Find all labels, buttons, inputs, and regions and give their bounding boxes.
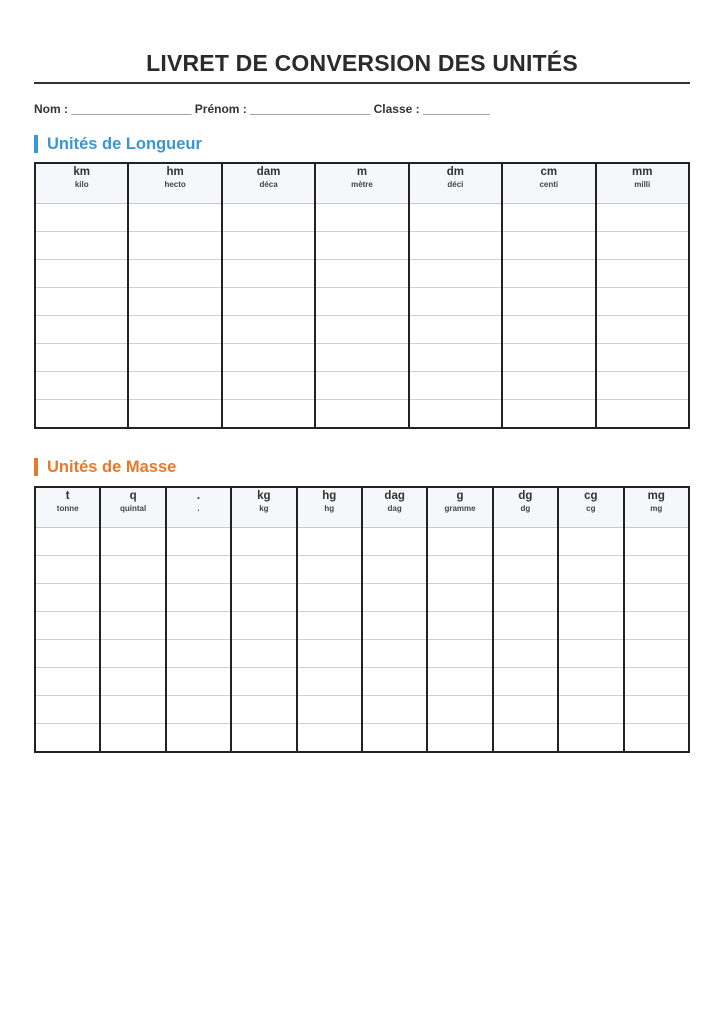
answer-cell[interactable] [624,528,689,556]
answer-cell[interactable] [624,556,689,584]
mass-conversion-table [34,486,690,753]
answer-cell[interactable] [315,372,408,400]
answer-cell[interactable] [35,640,100,668]
answer-cell[interactable] [427,528,492,556]
answer-cell[interactable] [409,316,502,344]
answer-cell[interactable] [362,556,427,584]
answer-cell[interactable] [166,668,231,696]
section-heading-longueur [34,134,202,154]
unit-symbol: mg [647,490,665,502]
answer-cell[interactable] [128,232,221,260]
table-row [35,640,689,668]
answer-cell[interactable] [35,556,100,584]
answer-cell[interactable] [502,288,595,316]
answer-cell[interactable] [35,584,100,612]
unit-header-longueur-3 [315,163,408,204]
unit-name: déci [447,180,464,189]
answer-cell[interactable] [166,584,231,612]
answer-cell[interactable] [297,584,362,612]
answer-cell[interactable] [100,556,165,584]
unit-symbol: t [65,490,70,502]
section-title-masse: Unités de Masse [47,457,177,476]
table-row [35,668,689,696]
unit-header-longueur-6 [596,163,689,204]
unit-name: mg [650,504,663,513]
answer-cell[interactable] [624,668,689,696]
answer-cell[interactable] [231,556,296,584]
answer-cell[interactable] [166,556,231,584]
answer-cell[interactable] [315,204,408,232]
unit-name: gramme [444,504,476,513]
answer-cell[interactable] [427,668,492,696]
unit-name: dag [387,504,402,513]
answer-cell[interactable] [35,372,128,400]
answer-cell[interactable] [166,696,231,724]
answer-cell[interactable] [558,528,623,556]
answer-cell[interactable] [231,640,296,668]
unit-header-masse-5 [362,487,427,528]
title-divider [34,82,690,84]
unit-name: mètre [351,180,373,189]
answer-cell[interactable] [502,232,595,260]
section-title-longueur: Unités de Longueur [47,134,202,153]
answer-cell[interactable] [493,612,558,640]
unit-name: milli [634,180,651,189]
answer-cell[interactable] [558,612,623,640]
answer-cell[interactable] [427,584,492,612]
answer-cell[interactable] [558,584,623,612]
answer-cell[interactable] [166,640,231,668]
answer-cell[interactable] [315,260,408,288]
answer-cell[interactable] [502,316,595,344]
answer-cell[interactable] [35,288,128,316]
table-row [35,528,689,556]
answer-cell[interactable] [427,556,492,584]
answer-cell[interactable] [35,344,128,372]
unit-symbol: kg [257,490,271,502]
answer-cell[interactable] [231,528,296,556]
answer-cell[interactable] [231,668,296,696]
answer-cell[interactable] [596,260,689,288]
answer-cell[interactable] [315,344,408,372]
answer-cell[interactable] [558,556,623,584]
answer-cell[interactable] [558,640,623,668]
unit-header-masse-2 [166,487,231,528]
unit-symbol: cm [540,166,558,178]
answer-cell[interactable] [596,204,689,232]
page-title: LIVRET DE CONVERSION DES UNITÉS [146,50,578,76]
unit-header-masse-1 [100,487,165,528]
table-row [35,232,689,260]
answer-cell[interactable] [128,372,221,400]
table-row [35,288,689,316]
unit-symbol: hm [166,166,184,178]
table-header-row [35,487,689,528]
answer-cell[interactable] [297,556,362,584]
answer-cell[interactable] [222,288,315,316]
answer-cell[interactable] [427,640,492,668]
answer-cell[interactable] [502,400,595,429]
answer-cell[interactable] [362,668,427,696]
answer-cell[interactable] [409,372,502,400]
unit-header-longueur-1 [128,163,221,204]
answer-cell[interactable] [297,724,362,753]
answer-cell[interactable] [231,584,296,612]
answer-cell[interactable] [409,288,502,316]
unit-symbol: dag [384,490,405,502]
table-row [35,204,689,232]
answer-cell[interactable] [409,204,502,232]
answer-cell[interactable] [35,668,100,696]
unit-header-longueur-5 [502,163,595,204]
unit-symbol: hg [322,490,337,502]
unit-name: tonne [56,504,79,513]
answer-cell[interactable] [409,232,502,260]
answer-cell[interactable] [100,528,165,556]
answer-cell[interactable] [100,724,165,753]
answer-cell[interactable] [166,612,231,640]
unit-symbol: g [456,490,464,502]
answer-cell[interactable] [558,696,623,724]
answer-cell[interactable] [128,400,221,429]
unit-symbol: dam [256,166,281,178]
unit-name: kilo [74,180,89,189]
answer-cell[interactable] [128,288,221,316]
answer-cell[interactable] [297,696,362,724]
answer-cell[interactable] [502,260,595,288]
section-accent-bar [34,458,38,476]
answer-cell[interactable] [35,696,100,724]
answer-cell[interactable] [315,316,408,344]
unit-name: quintal [119,504,147,513]
unit-name: kg [259,504,269,513]
unit-name: . [197,504,200,513]
answer-cell[interactable] [409,344,502,372]
answer-cell[interactable] [624,584,689,612]
answer-cell[interactable] [297,640,362,668]
unit-symbol: mm [632,166,653,178]
answer-cell[interactable] [222,400,315,429]
unit-symbol: km [73,166,91,178]
answer-cell[interactable] [222,372,315,400]
answer-cell[interactable] [35,204,128,232]
unit-header-masse-8 [558,487,623,528]
unit-header-longueur-4 [409,163,502,204]
answer-cell[interactable] [427,696,492,724]
answer-cell[interactable] [297,612,362,640]
unit-symbol: dg [518,490,533,502]
answer-cell[interactable] [502,204,595,232]
answer-cell[interactable] [493,668,558,696]
table-row [35,696,689,724]
answer-cell[interactable] [493,528,558,556]
unit-symbol: cg [584,490,598,502]
answer-cell[interactable] [502,344,595,372]
answer-cell[interactable] [502,372,595,400]
answer-cell[interactable] [558,668,623,696]
answer-cell[interactable] [222,316,315,344]
length-conversion-table [34,162,690,429]
table-row [35,372,689,400]
unit-header-masse-6 [427,487,492,528]
answer-cell[interactable] [624,640,689,668]
answer-cell[interactable] [166,528,231,556]
answer-cell[interactable] [493,556,558,584]
answer-cell[interactable] [624,696,689,724]
answer-cell[interactable] [362,584,427,612]
answer-cell[interactable] [596,344,689,372]
answer-cell[interactable] [596,232,689,260]
section-accent-bar [34,135,38,153]
answer-cell[interactable] [35,260,128,288]
answer-cell[interactable] [409,400,502,429]
answer-cell[interactable] [35,400,128,429]
unit-header-longueur-0 [35,163,128,204]
answer-cell[interactable] [35,232,128,260]
unit-header-masse-9 [624,487,689,528]
answer-cell[interactable] [231,696,296,724]
answer-cell[interactable] [558,724,623,753]
table-row [35,584,689,612]
answer-cell[interactable] [362,528,427,556]
answer-cell[interactable] [297,668,362,696]
answer-cell[interactable] [427,612,492,640]
answer-cell[interactable] [596,400,689,429]
answer-cell[interactable] [100,584,165,612]
answer-cell[interactable] [493,584,558,612]
answer-cell[interactable] [128,260,221,288]
answer-cell[interactable] [35,724,100,753]
answer-cell[interactable] [409,260,502,288]
unit-name: hg [324,504,335,513]
unit-symbol: q [129,490,137,502]
unit-symbol: . [196,490,201,502]
answer-cell[interactable] [35,528,100,556]
section-heading-masse [34,457,176,477]
answer-cell[interactable] [315,400,408,429]
table-row [35,344,689,372]
answer-cell[interactable] [362,612,427,640]
student-info-line: Nom : __________________ Prénom : __________________ Classe : __________ [34,102,490,116]
table-row [35,724,689,753]
unit-header-masse-3 [231,487,296,528]
unit-symbol: m [356,166,368,178]
answer-cell[interactable] [35,316,128,344]
answer-cell[interactable] [362,696,427,724]
table-header-row [35,163,689,204]
answer-cell[interactable] [222,232,315,260]
answer-cell[interactable] [222,344,315,372]
answer-cell[interactable] [100,612,165,640]
unit-header-masse-4 [297,487,362,528]
answer-cell[interactable] [222,260,315,288]
answer-cell[interactable] [315,232,408,260]
unit-name: centi [539,180,559,189]
answer-cell[interactable] [624,724,689,753]
answer-cell[interactable] [624,612,689,640]
table-row [35,612,689,640]
answer-cell[interactable] [297,528,362,556]
unit-header-longueur-2 [222,163,315,204]
unit-header-masse-0 [35,487,100,528]
table-row [35,260,689,288]
answer-cell[interactable] [128,316,221,344]
unit-name: cg [586,504,596,513]
answer-cell[interactable] [222,204,315,232]
answer-cell[interactable] [231,612,296,640]
answer-cell[interactable] [493,724,558,753]
table-row [35,556,689,584]
answer-cell[interactable] [100,696,165,724]
answer-cell[interactable] [35,612,100,640]
answer-cell[interactable] [596,288,689,316]
answer-cell[interactable] [100,668,165,696]
answer-cell[interactable] [427,724,492,753]
unit-header-masse-7 [493,487,558,528]
answer-cell[interactable] [596,316,689,344]
answer-cell[interactable] [493,640,558,668]
table-row [35,400,689,429]
answer-cell[interactable] [362,724,427,753]
answer-cell[interactable] [128,204,221,232]
answer-cell[interactable] [166,724,231,753]
answer-cell[interactable] [315,288,408,316]
table-row [35,316,689,344]
answer-cell[interactable] [231,724,296,753]
answer-cell[interactable] [128,344,221,372]
unit-symbol: dm [446,166,465,178]
unit-name: déca [259,180,278,189]
unit-name: dg [520,504,531,513]
answer-cell[interactable] [100,640,165,668]
answer-cell[interactable] [362,640,427,668]
answer-cell[interactable] [493,696,558,724]
answer-cell[interactable] [596,372,689,400]
unit-name: hecto [164,180,186,189]
